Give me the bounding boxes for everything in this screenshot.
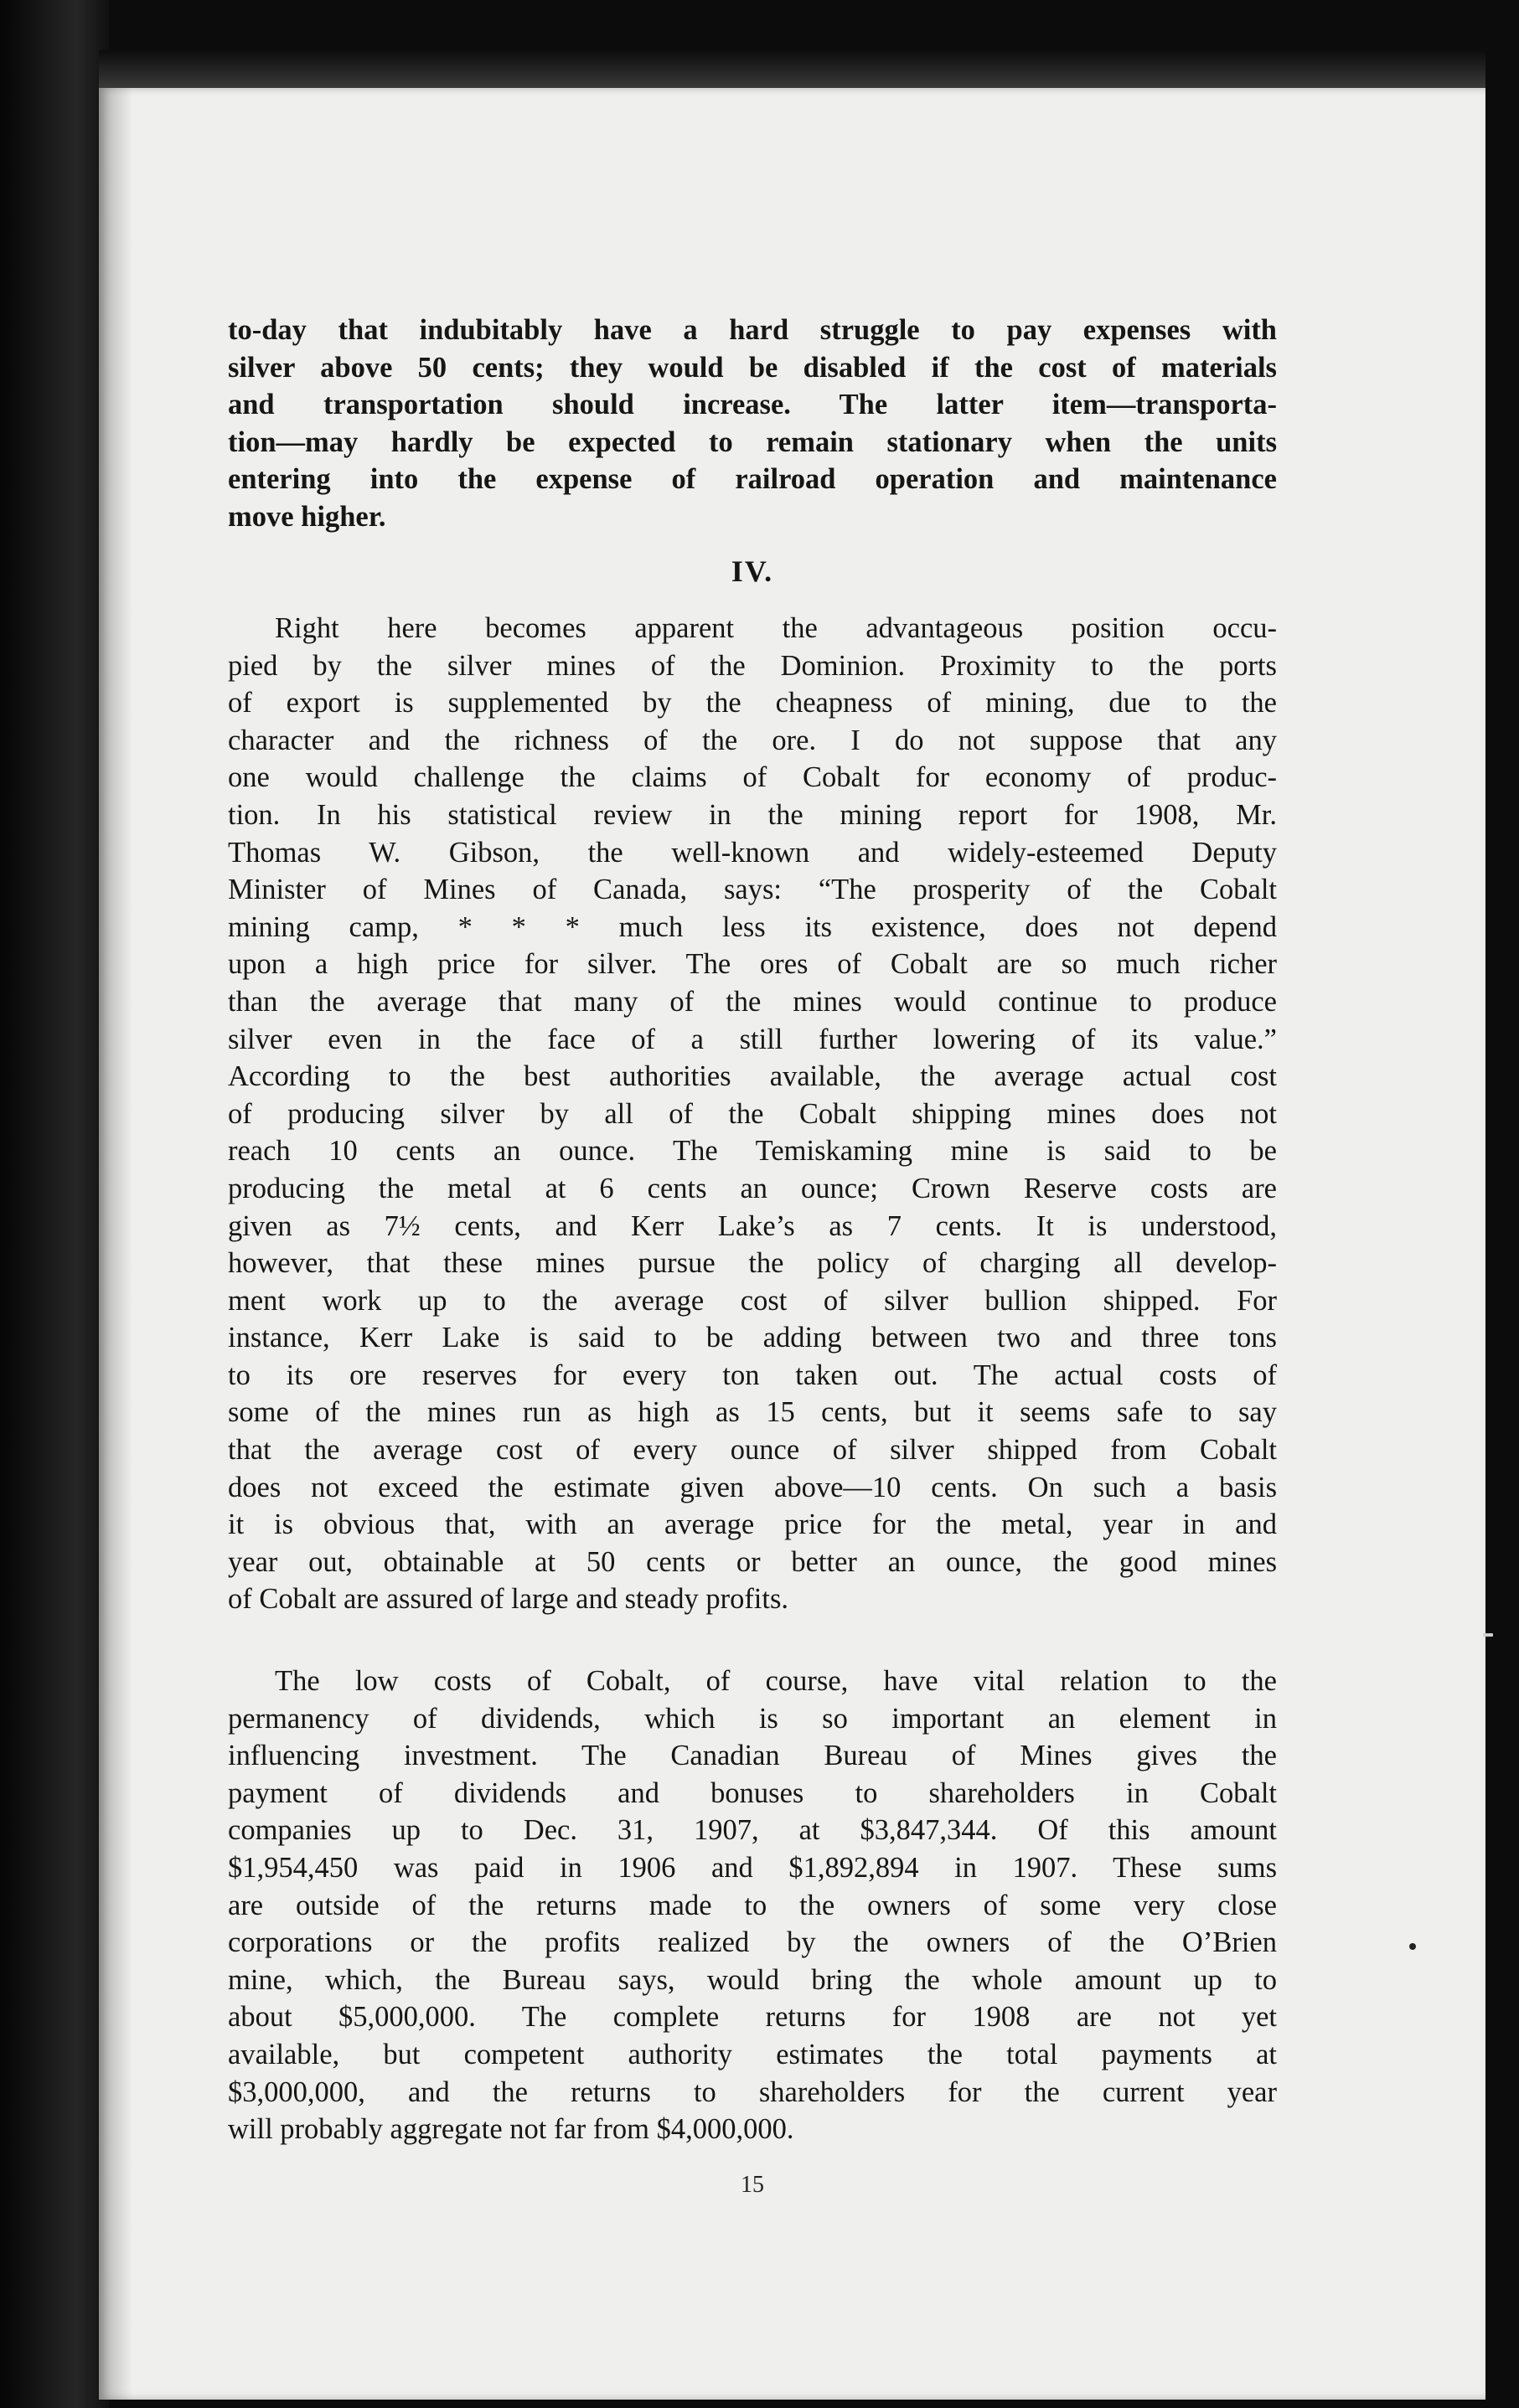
text-line: According to the best authorities available, the average actual cost [228,1060,1277,1093]
text-line: permanency of dividends, which is so important an element in [228,1702,1277,1735]
text-line: Right here becomes apparent the advantageous position occu- [275,612,1277,644]
section-heading: IV. [731,554,774,588]
text-line: $3,000,000, and the returns to shareholders for the current year [228,2075,1277,2108]
text-line: producing the metal at 6 cents an ounce; Crown Reserve costs are [228,1172,1277,1204]
text-line: of export is supplemented by the cheapness of mining, due to the [228,687,1277,719]
text-line: about $5,000,000. The complete returns for 1908 are not yet [228,2001,1277,2034]
text-line: companies up to Dec. 31, 1907, at $3,847,344. Of this amount [228,1814,1277,1847]
text-line: of producing silver by all of the Cobalt shipping mines does not [228,1097,1277,1130]
text-line: than the average that many of the mines would continue to produce [228,985,1277,1018]
text-line: some of the mines run as high as 15 cents, but it seems safe to say [228,1396,1277,1429]
scan-top-shadow [99,50,1485,88]
scan-speck [1409,1943,1416,1950]
page-number: 15 [741,2172,764,2198]
text-line: given as 7½ cents, and Kerr Lake’s as 7 cents. It is understood, [228,1209,1277,1242]
text-line: move higher. [228,500,386,533]
text-line: entering into the expense of railroad operation and maintenance [228,463,1277,496]
text-line: available, but competent authority estimates the total payments at [228,2038,1277,2070]
text-line: of Cobalt are assured of large and steady profits. [228,1583,789,1616]
text-line: however, that these mines pursue the policy of charging all develop- [228,1247,1277,1280]
text-line: it is obvious that, with an average price for the metal, year in and [228,1508,1277,1541]
page-edge-shade [99,88,132,2400]
text-line: will probably aggregate not far from $4,000,000. [228,2113,794,2146]
text-line: mine, which, the Bureau says, would bring the whole amount up to [228,1963,1277,1996]
text-line: instance, Kerr Lake is said to be adding between two and three tons [228,1322,1277,1354]
text-line: are outside of the returns made to the owners of some very close [228,1889,1277,1921]
text-line: to-day that indubitably have a hard struggle to pay expenses with [228,314,1277,346]
text-line: year out, obtainable at 50 cents or better an ounce, the good mines [228,1545,1277,1578]
text-line: silver even in the face of a still further lowering of its value.” [228,1023,1277,1055]
scan-binding-edge [0,0,109,2408]
scan-speck [1483,1633,1493,1637]
text-line: Thomas W. Gibson, the well-known and widely-esteemed Deputy [228,836,1277,869]
text-line: payment of dividends and bonuses to shareholders in Cobalt [228,1776,1277,1809]
text-line: mining camp, * * * much less its existence, does not depend [228,910,1277,943]
text-line: influencing investment. The Canadian Bureau of Mines gives the [228,1740,1277,1772]
text-line: tion. In his statistical review in the mining report for 1908, Mr. [228,798,1277,831]
text-line: corporations or the profits realized by the owners of the O’Brien [228,1926,1277,1959]
text-line: reach 10 cents an ounce. The Temiskaming mine is said to be [228,1135,1277,1168]
text-line: pied by the silver mines of the Dominion. Proximity to the ports [228,649,1277,682]
text-line: and transportation should increase. The latter item—transporta- [228,389,1277,421]
text-line: silver above 50 cents; they would be disabled if the cost of materials [228,351,1277,384]
paragraph-1 [228,312,1277,536]
text-line: $1,954,450 was paid in 1906 and $1,892,894 in 1907. These sums [228,1851,1277,1884]
text-line: does not exceed the estimate given above—10 cents. On such a basis [228,1471,1277,1503]
text-line: character and the richness of the ore. I do not suppose that any [228,724,1277,756]
text-line: Minister of Mines of Canada, says: “The prosperity of the Cobalt [228,874,1277,906]
text-line: tion—may hardly be expected to remain stationary when the units [228,425,1277,458]
text-line: that the average cost of every ounce of silver shipped from Cobalt [228,1434,1277,1467]
paragraph-2 [228,610,1277,1618]
text-line: The low costs of Cobalt, of course, have vital relation to the [275,1665,1277,1697]
text-line: to its ore reserves for every ton taken out. The actual costs of [228,1359,1277,1391]
paragraph-3 [228,1663,1277,2148]
text-line: ment work up to the average cost of silver bullion shipped. For [228,1284,1277,1317]
text-line: one would challenge the claims of Cobalt for economy of produc- [228,761,1277,794]
text-line: upon a high price for silver. The ores of Cobalt are so much richer [228,948,1277,981]
